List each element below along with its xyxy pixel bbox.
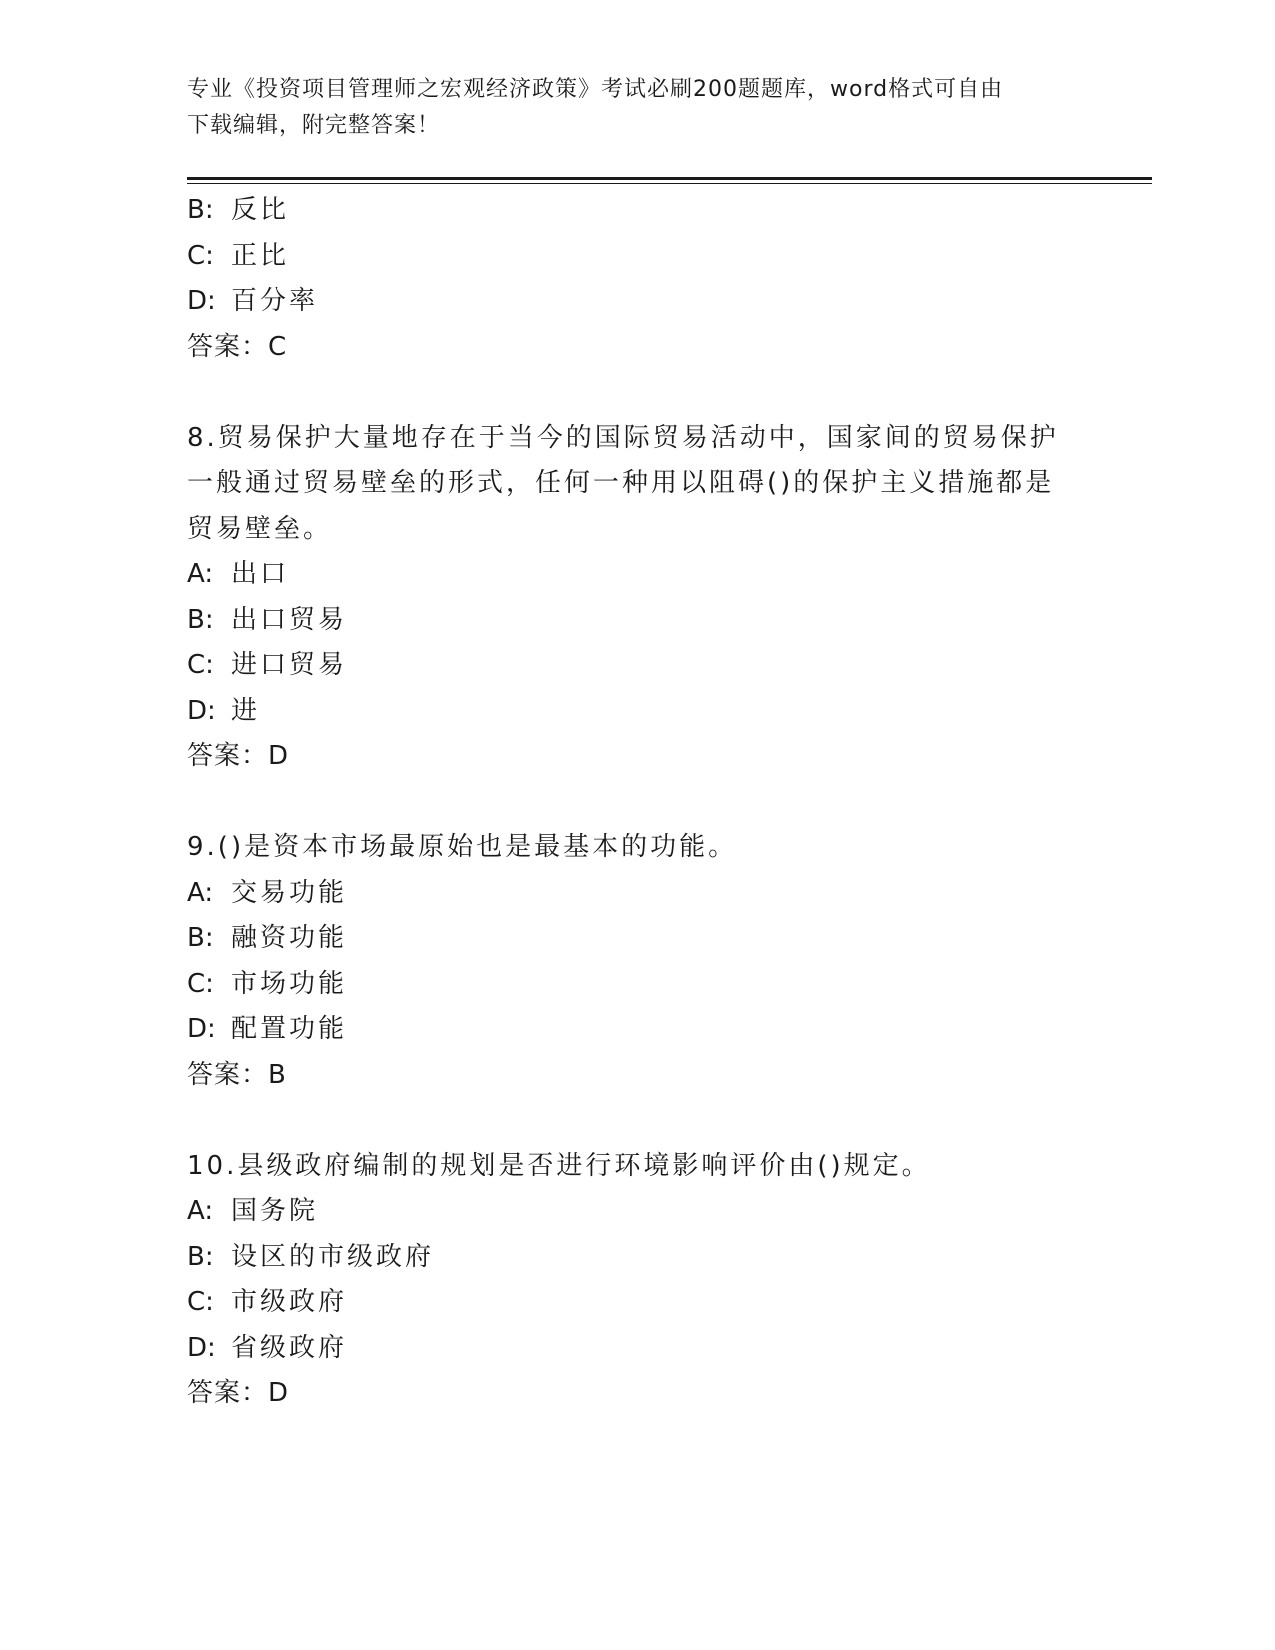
- option-b: B: 融资功能: [187, 923, 348, 953]
- option-a: A: 交易功能: [187, 877, 348, 908]
- option-b: B: 反比: [187, 195, 290, 225]
- option-c: C: 市级政府: [187, 1287, 348, 1317]
- header-line-1: 专业《投资项目管理师之宏观经济政策》考试必刷200题题库，word格式可自由: [187, 77, 1004, 102]
- option-d: D: 省级政府: [187, 1332, 348, 1363]
- question-8: [187, 416, 1087, 780]
- option-b: B: 出口贸易: [187, 604, 348, 635]
- option-d: D: 进: [187, 695, 261, 726]
- answer-line: 答案：B: [187, 1059, 287, 1090]
- option-a: A: 出口: [187, 559, 290, 589]
- question-text-line: 9.()是资本市场最原始也是最基本的功能。: [187, 832, 738, 862]
- option-c: C: 市场功能: [187, 968, 348, 999]
- header-line-2: 下载编辑，附完整答案！: [187, 113, 441, 138]
- option-d: D: 配置功能: [187, 1014, 348, 1044]
- continued-question: [187, 188, 1087, 370]
- question-10: [187, 1144, 1087, 1417]
- header-rule-thick: [187, 177, 1152, 180]
- question-text-line: 10.县级政府编制的规划是否进行环境影响评价由()规定。: [187, 1150, 931, 1181]
- question-text-line: 8.贸易保护大量地存在于当今的国际贸易活动中，国家间的贸易保护: [187, 422, 1059, 453]
- answer-line: 答案：C: [187, 331, 288, 362]
- question-list: [187, 188, 1087, 1417]
- option-b: B: 设区的市级政府: [187, 1241, 435, 1272]
- document-header: [187, 72, 1087, 144]
- option-d: D: 百分率: [187, 286, 319, 316]
- answer-line: 答案：D: [187, 1378, 290, 1408]
- option-c: C: 进口贸易: [187, 650, 348, 680]
- header-rule-thin: [187, 183, 1152, 184]
- answer-line: 答案：D: [187, 741, 290, 771]
- question-text-line: 一般通过贸易壁垒的形式，任何一种用以阻碍()的保护主义措施都是: [187, 468, 1055, 498]
- question-text-line: 贸易壁垒。: [187, 513, 333, 544]
- option-c: C: 正比: [187, 240, 290, 271]
- option-a: A: 国务院: [187, 1196, 319, 1226]
- question-9: [187, 825, 1087, 1098]
